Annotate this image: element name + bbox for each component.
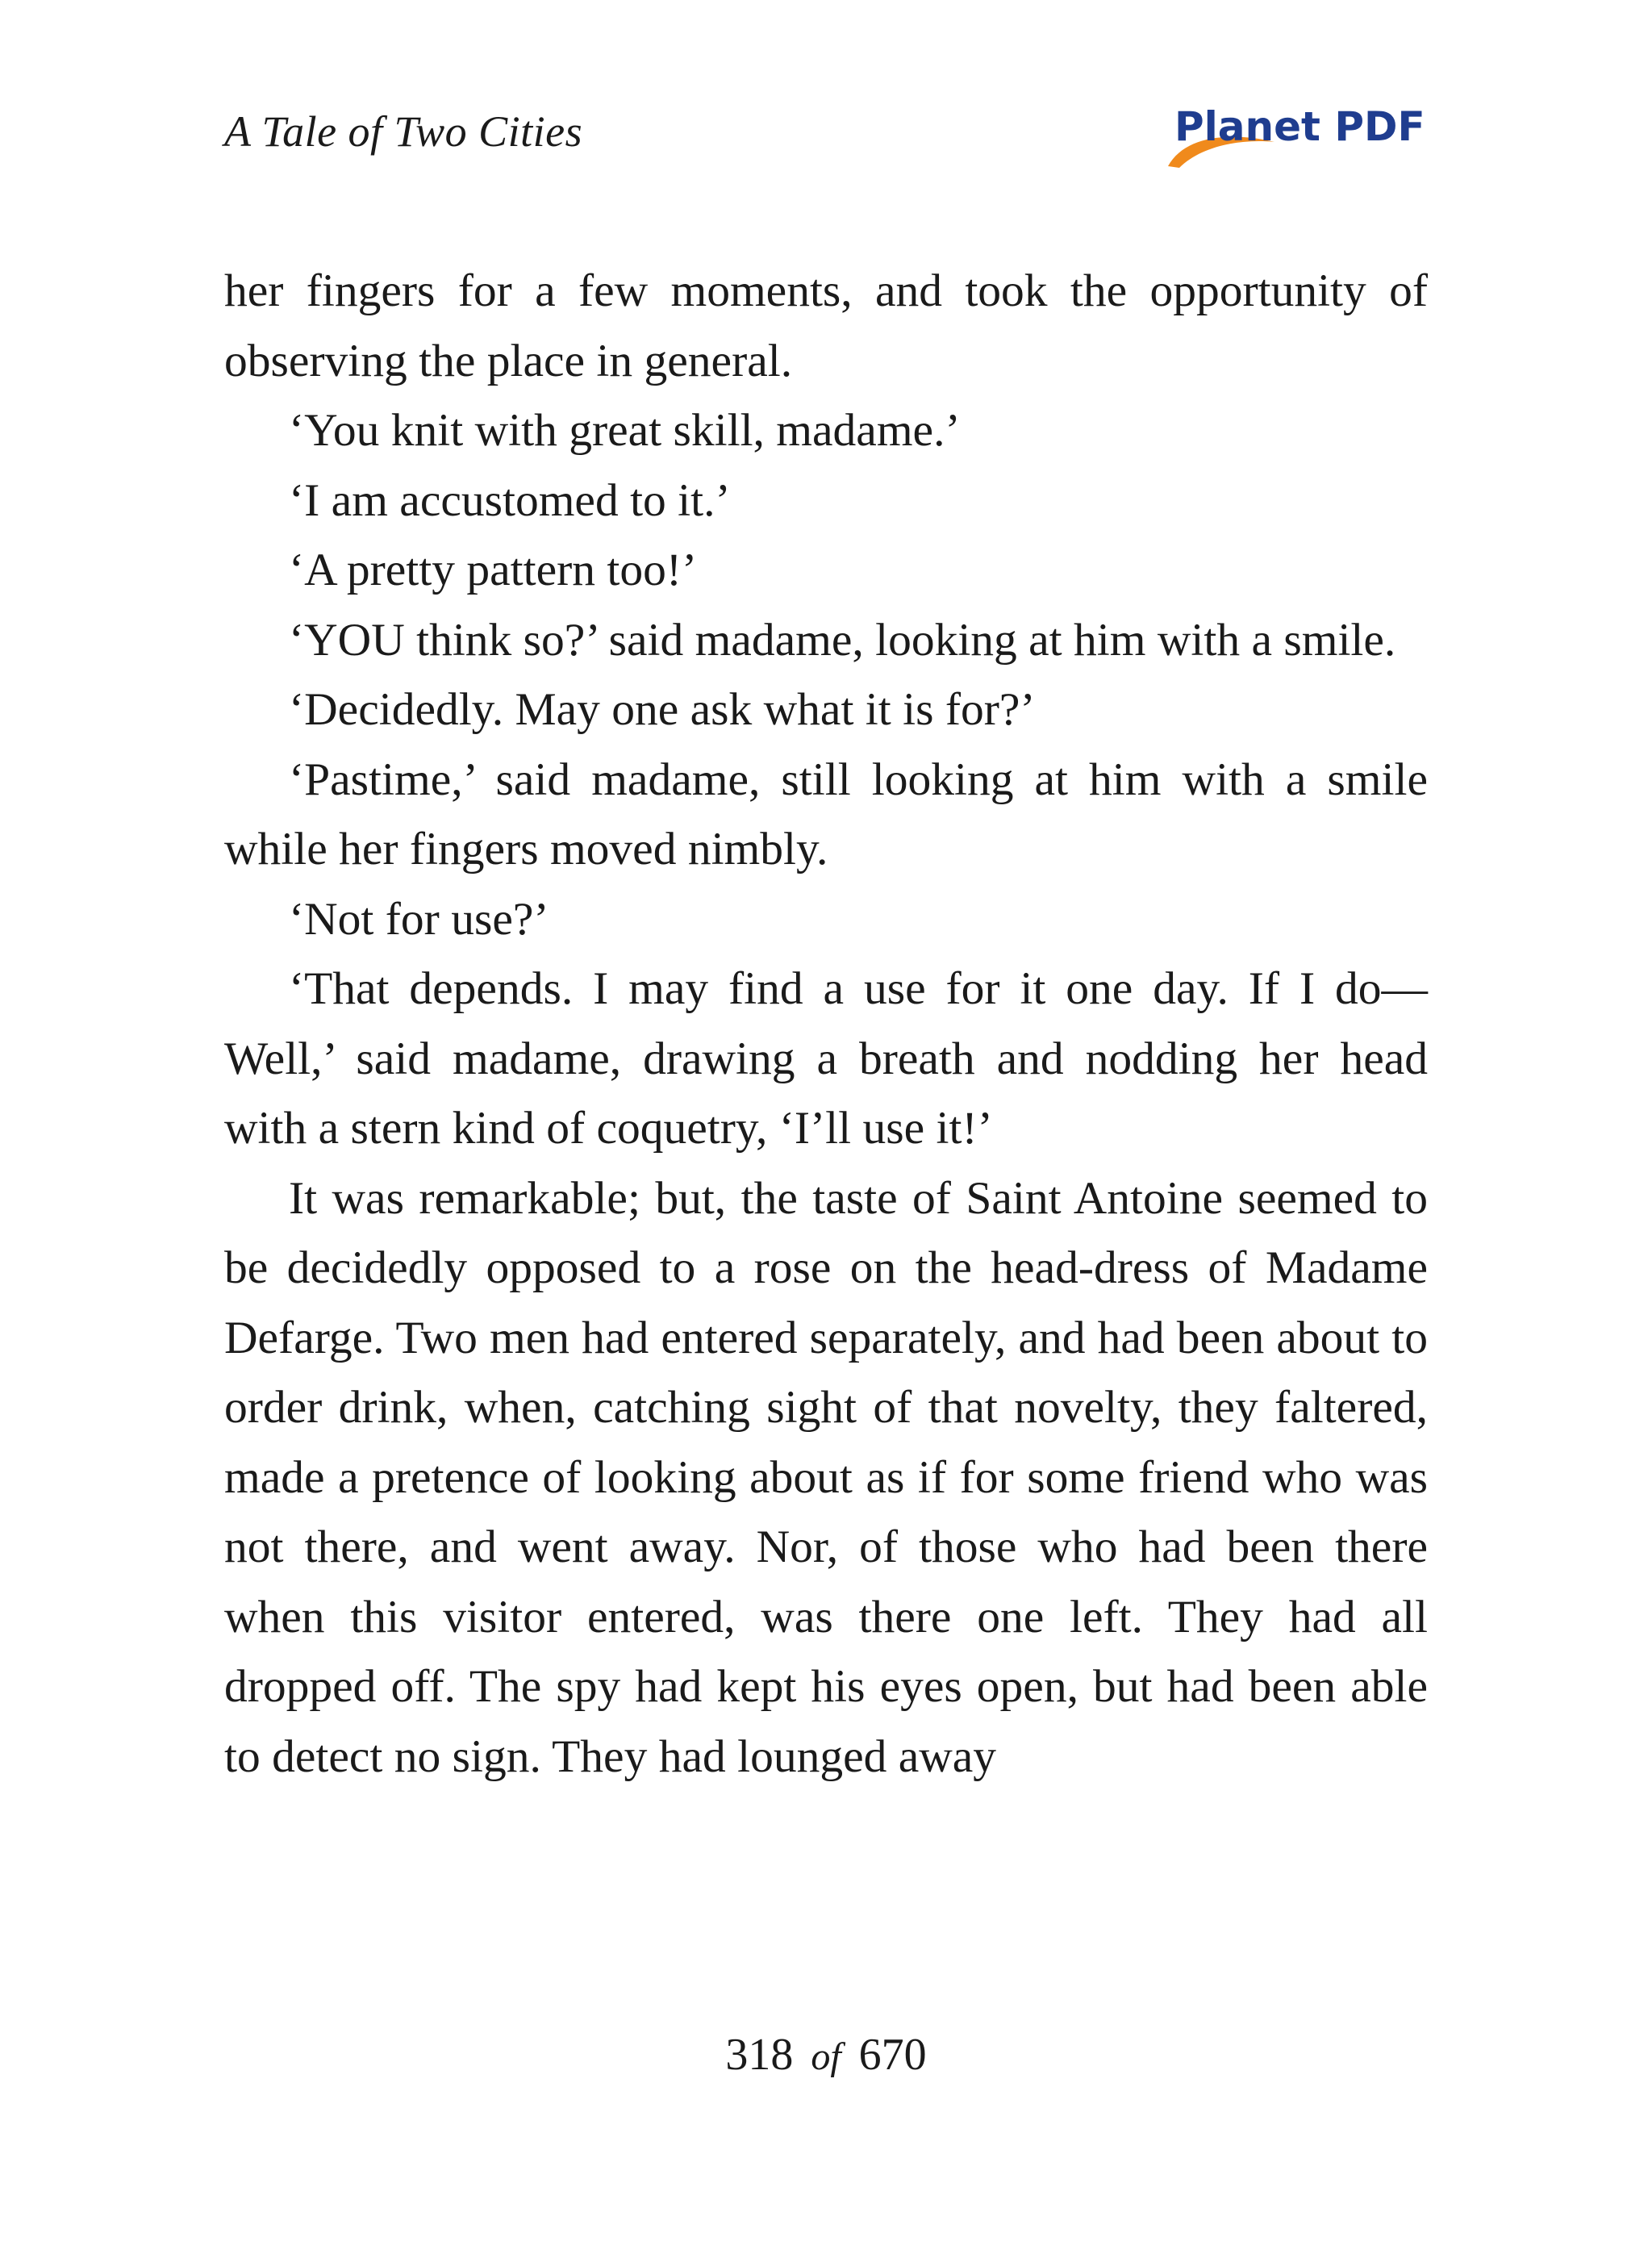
planet-pdf-logo	[1162, 103, 1425, 176]
page-body	[224, 257, 1428, 1792]
paragraph: ‘That depends. I may find a use for it one day. If I do— Well,’ said madame, drawing a breath and nodding her head with a stern kind of coquetry, ‘I’ll use it!’	[224, 963, 1428, 1154]
paragraph: ‘You knit with great skill, madame.’	[289, 405, 961, 456]
paragraph: ‘YOU think so?’ said madame, looking at him with a smile.	[289, 614, 1396, 666]
logo-text: Planet PDF	[1174, 103, 1425, 150]
paragraph: ‘Not for use?’	[289, 893, 549, 945]
page-number	[0, 2029, 1652, 2081]
page-header	[224, 97, 1428, 177]
paragraph: her fingers for a few moments, and took the opportunity of observing the place in general.	[224, 265, 1428, 386]
total-pages: 670	[858, 2030, 927, 2080]
paragraph: ‘Pastime,’ said madame, still looking at him with a smile while her fingers moved nimbly.	[224, 753, 1428, 874]
current-page: 318	[725, 2030, 794, 2080]
of-label: of	[811, 2035, 841, 2078]
paragraph: ‘A pretty pattern too!’	[289, 545, 698, 595]
paragraph: It was remarkable; but, the taste of Saint Antoine seemed to be decidedly opposed to a rose on the head-dress of Madame Defarge. Two men had entered separately, and had been about to order drink, when, catching sight of that novelty, they faltered, made a pretence of looking about as if for some friend who was not there, and went away. Nor, of those who had been there when this visitor entered, was there one left. They had all dropped off. The spy had kept his eyes open, but had been able to detect no sign. They had lounged away	[224, 1172, 1428, 1782]
paragraph: ‘Decidedly. May one ask what it is for?’	[289, 684, 1036, 735]
paragraph: ‘I am accustomed to it.’	[289, 474, 731, 526]
book-title: A Tale of Two Cities	[224, 107, 583, 156]
